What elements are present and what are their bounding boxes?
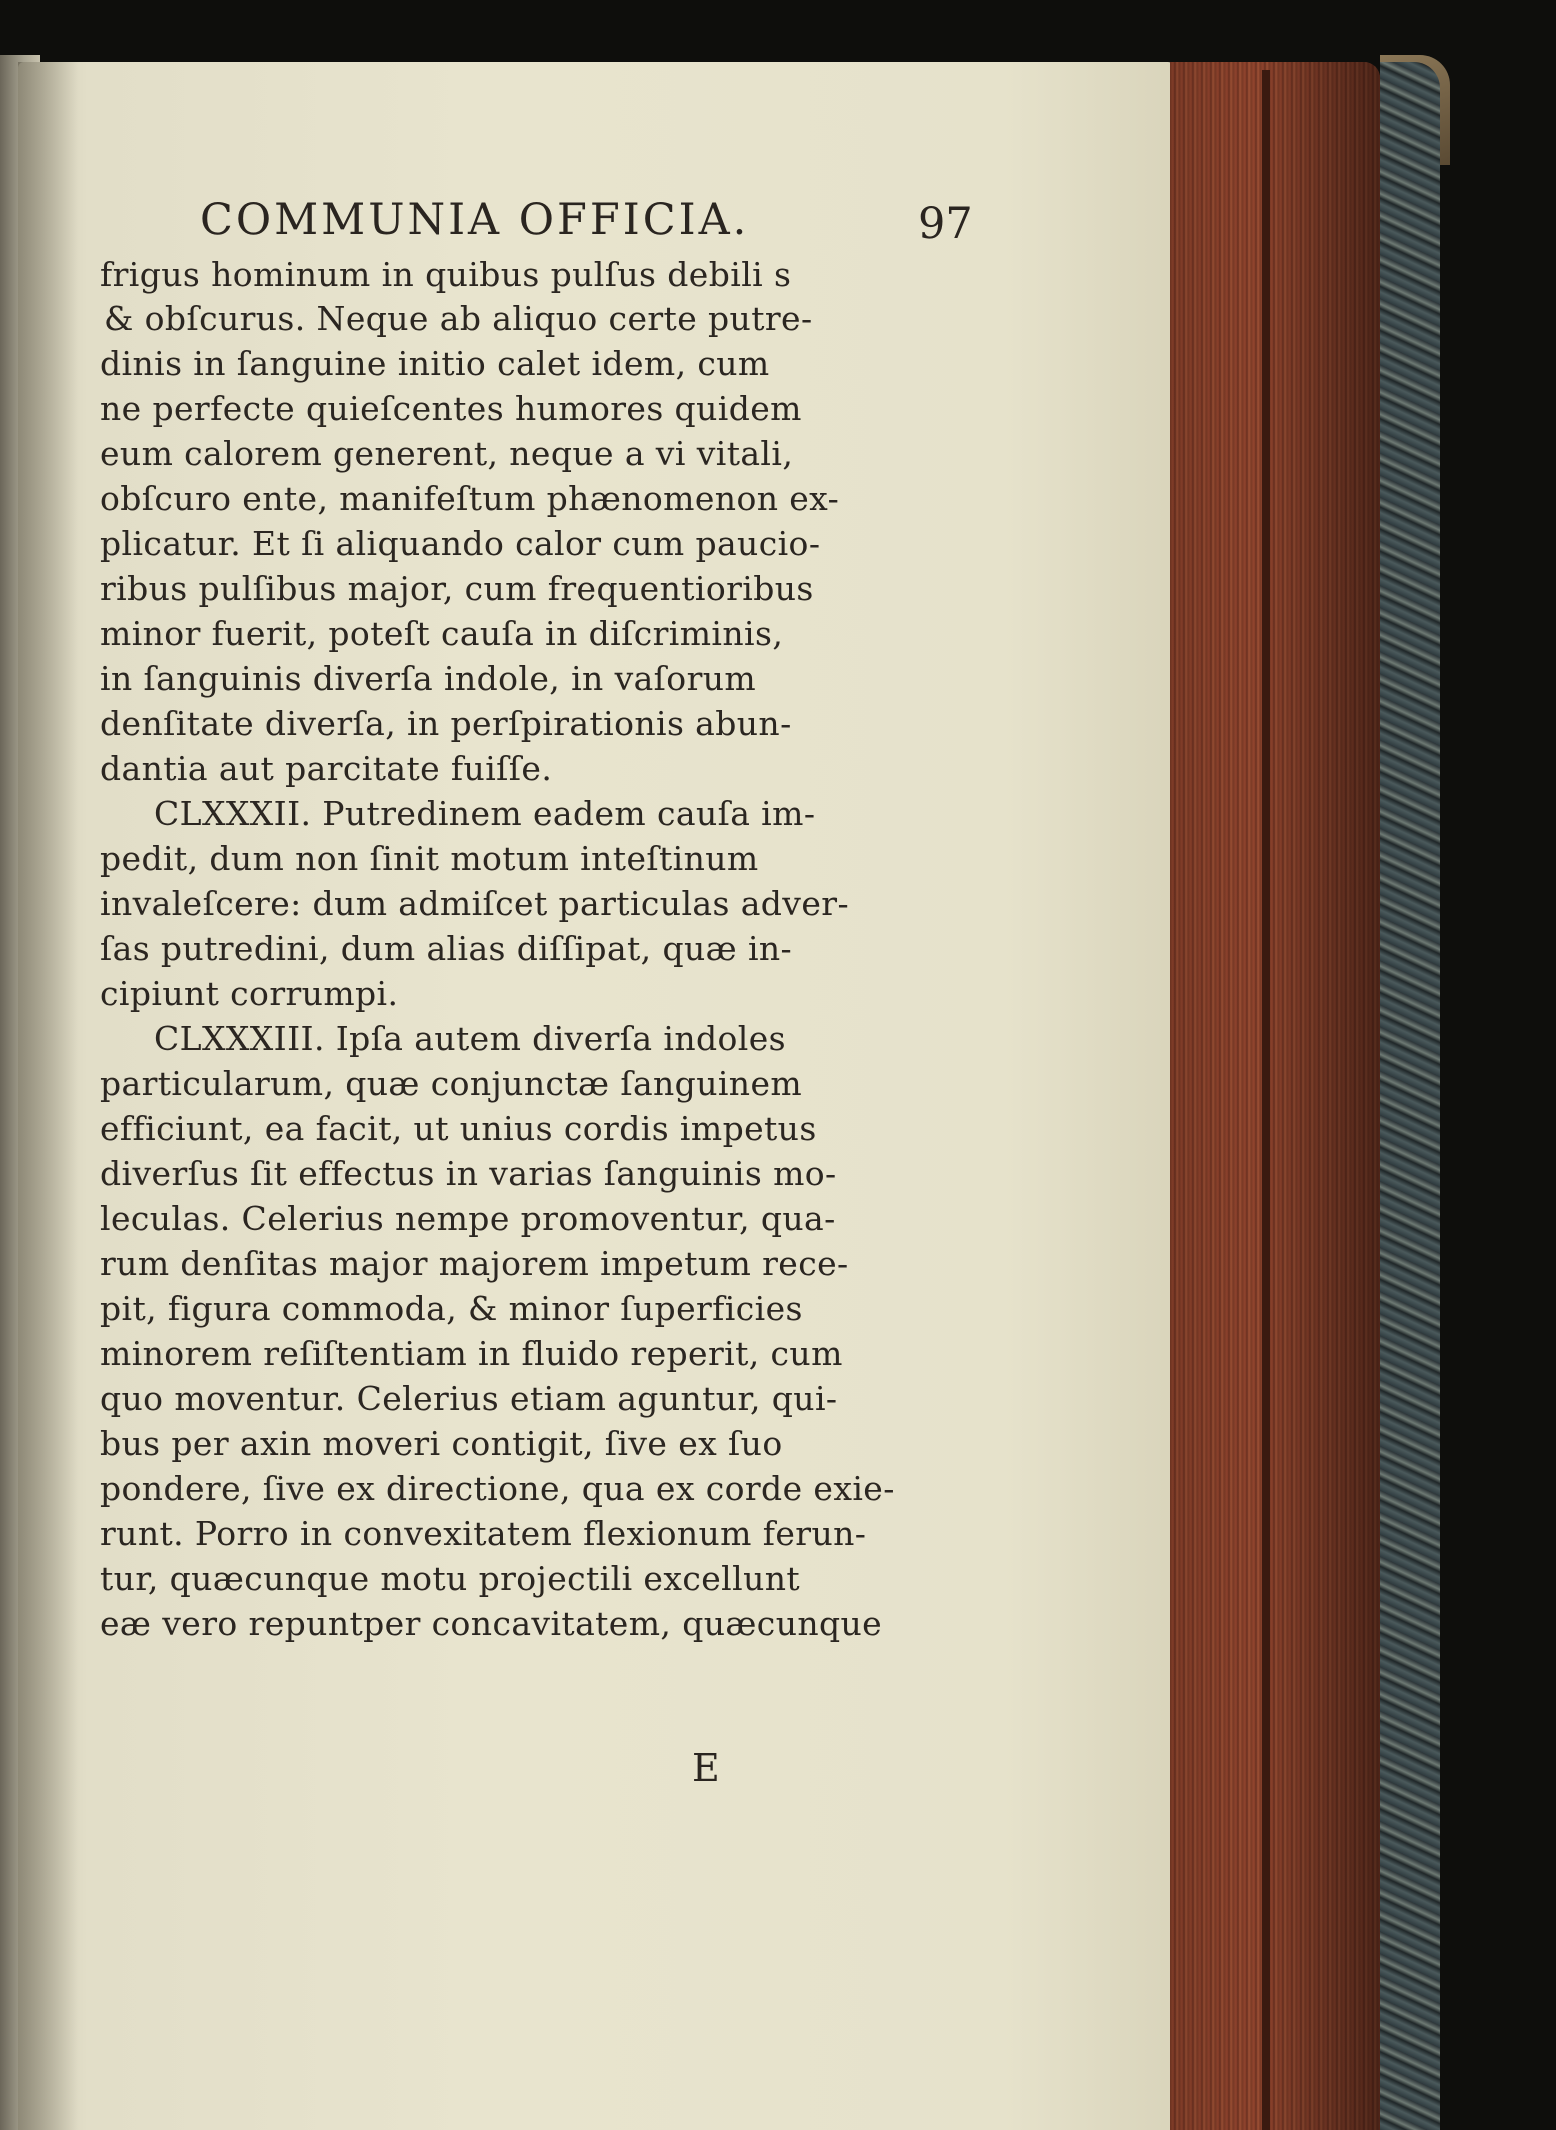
text-line: invaleſcere: dum admiſcet particulas adver- [100,884,850,923]
text-line: quo moventur. Celerius etiam aguntur, qui- [100,1379,838,1418]
text-line: pedit, dum non ſinit motum inteſtinum [100,839,759,878]
paragraph-start: CLXXXII. Putredinem eadem cauſa im- [154,794,816,833]
text-line: tur, quæcunque motu projectili excellunt [100,1559,801,1598]
paragraph-start: CLXXXIII. Ipſa autem diverſa indoles [154,1019,786,1058]
text-line: cipiunt corrumpi. [100,974,399,1013]
text-line: particularum, quæ conjunctæ ſanguinem [100,1064,803,1103]
text-line: obſcuro ente, manifeſtum phænomenon ex- [100,479,840,518]
text-line: pondere, ſive ex directione, qua ex corde exie- [100,1469,895,1508]
page-edges-shade [1170,62,1380,2130]
text-line: eæ vero repuntper concavitatem, quæcunque [100,1604,883,1643]
text-line: bus per axin moveri contigit, ſive ex ſuo [100,1424,783,1463]
running-head: COMMUNIA OFFICIA. [200,195,750,245]
text-line: rum denſitas major majorem impetum rece- [100,1244,849,1283]
text-line: ribus pulſibus major, cum frequentioribus [100,569,814,608]
text-line: & obſcurus. Neque ab aliquo certe putre- [104,299,813,338]
text-line: denſitate diverſa, in perſpirationis abun- [100,704,792,743]
text-line: eum calorem generent, neque a vi vitali, [100,434,794,473]
text-line: plicatur. Et ſi aliquando calor cum paucio- [100,524,821,563]
page-number: 97 [918,199,973,249]
text-line: frigus hominum in quibus pulſus debili s [100,255,792,294]
text-line: ſas putredini, dum alias diſſipat, quæ in- [100,929,793,968]
text-line: minorem reſiſtentiam in fluido reperit, cum [100,1334,843,1373]
text-line: leculas. Celerius nempe promoventur, qua- [100,1199,836,1238]
page-gutter-shadow [18,62,78,2130]
book-cover [1380,62,1440,2130]
text-line: runt. Porro in convexitatem flexionum ferun- [100,1514,867,1553]
text-line: efficiunt, ea facit, ut unius cordis impetus [100,1109,817,1148]
text-line: pit, figura commoda, & minor ſuperficies [100,1289,803,1328]
text-line: dantia aut parcitate fuiſſe. [100,749,553,788]
text-line: diverſus ſit effectus in varias ſanguinis mo- [100,1154,837,1193]
text-line: dinis in ſanguine initio calet idem, cum [100,344,770,383]
text-line: minor fuerit, poteſt cauſa in diſcriminis, [100,614,784,653]
text-line: ne perfecte quieſcentes humores quidem [100,389,802,428]
text-line: in ſanguinis diverſa indole, in vaſorum [100,659,757,698]
catchword: E [692,1746,720,1790]
page-edges-gap [1262,70,1270,2130]
page-header [200,195,980,255]
